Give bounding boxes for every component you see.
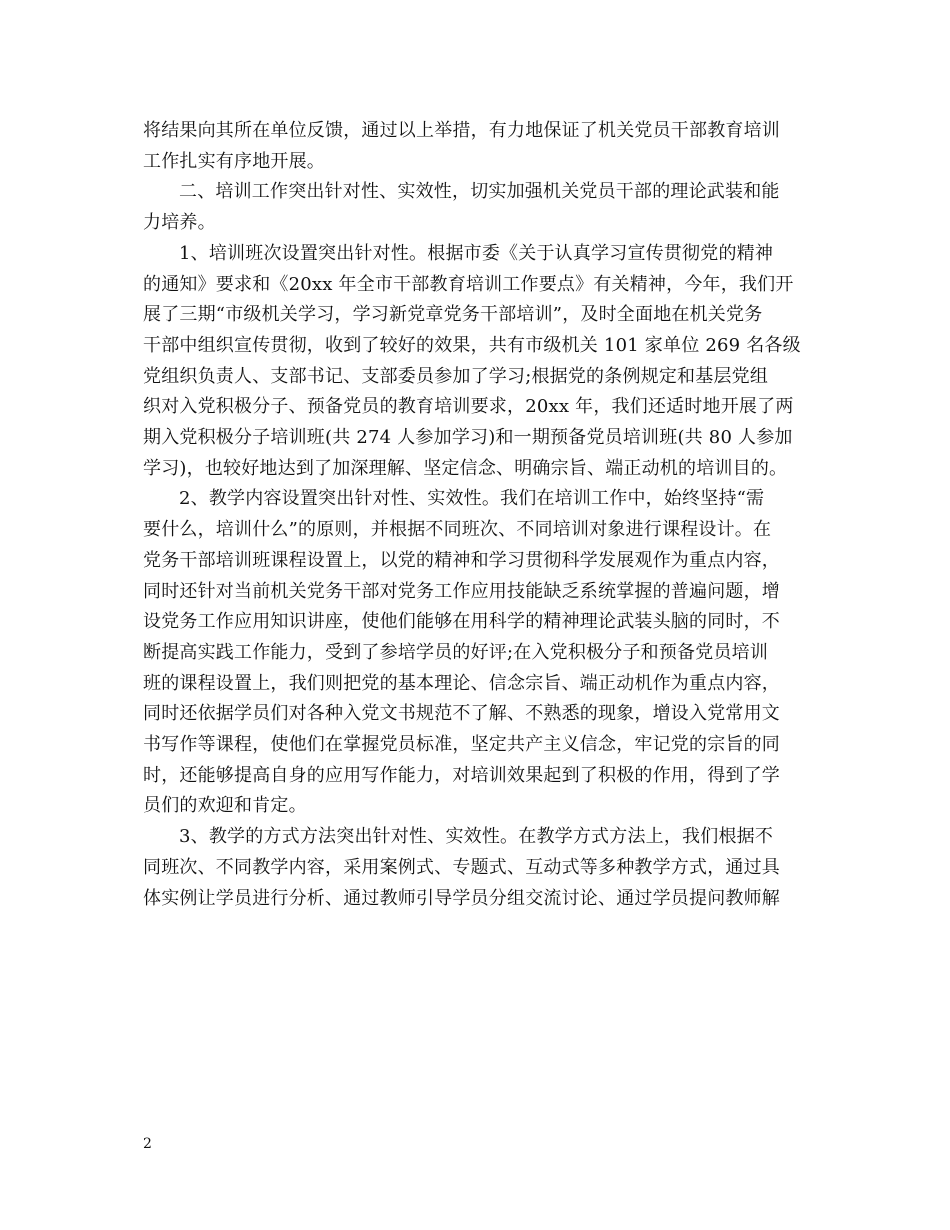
text-line: 干部中组织宣传贯彻，收到了较好的效果，共有市级机关 101 家单位 269 名各级 — [143, 334, 801, 356]
text-line: 设党务工作应用知识讲座，使他们能够在用科学的精神理论武装头脑的同时，不 — [143, 611, 780, 633]
text-line: 1、培训班次设置突出针对性。根据市委《关于认真学习宣传贯彻党的精神 — [179, 242, 774, 264]
text-line: 2、教学内容设置突出针对性、实效性。我们在培训工作中，始终坚持“需 — [179, 488, 765, 510]
text-line: 要什么，培训什么”的原则，并根据不同班次、不同培训对象进行课程设计。在 — [143, 519, 772, 541]
text-line: 断提高实践工作能力，受到了参培学员的好评;在入党积极分子和预备党员培训 — [143, 641, 769, 663]
text-line: 工作扎实有序地开展。 — [143, 150, 325, 172]
text-line: 力培养。 — [143, 212, 216, 234]
text-line: 同时还依据学员们对各种入党文书规范不了解、不熟悉的现象，增设入党常用文 — [143, 703, 780, 725]
text-line: 党组织负责人、支部书记、支部委员参加了学习;根据党的条例规定和基层党组 — [143, 365, 769, 387]
text-line: 党务干部培训班课程设置上，以党的精神和学习贯彻科学发展观作为重点内容， — [143, 549, 780, 571]
text-line: 书写作等课程，使他们在掌握党员标准，坚定共产主义信念，牢记党的宗旨的同 — [143, 734, 780, 756]
text-line: 将结果向其所在单位反馈，通过以上举措，有力地保证了机关党员干部教育培训 — [143, 120, 780, 141]
text-line: 期入党积极分子培训班(共 274 人参加学习)和一期预备党员培训班(共 80 人参加 — [143, 427, 793, 449]
text-lines — [143, 116, 809, 914]
text-line: 员们的欢迎和肯定。 — [143, 795, 307, 817]
text-line: 学习)，也较好地达到了加深理解、坚定信念、明确宗旨、端正动机的培训目的。 — [143, 457, 788, 479]
document-body — [143, 116, 809, 914]
page-number: 2 — [143, 1136, 152, 1152]
text-line: 织对入党积极分子、预备党员的教育培训要求，20xx 年，我们还适时地开展了两 — [143, 396, 794, 418]
text-line: 时，还能够提高自身的应用写作能力，对培训效果起到了积极的作用，得到了学 — [143, 764, 780, 786]
text-line: 的通知》要求和《20xx 年全市干部教育培训工作要点》有关精神，今年，我们开 — [143, 273, 794, 295]
text-line: 3、教学的方式方法突出针对性、实效性。在教学方式方法上，我们根据不 — [179, 826, 774, 848]
text-line: 体实例让学员进行分析、通过教师引导学员分组交流讨论、通过学员提问教师解 — [143, 887, 780, 909]
text-line: 展了三期“市级机关学习，学习新党章党务干部培训”，及时全面地在机关党务 — [143, 304, 763, 326]
text-line: 同时还针对当前机关党务干部对党务工作应用技能缺乏系统掌握的普遍问题，增 — [143, 580, 780, 602]
text-line: 同班次、不同教学内容，采用案例式、专题式、互动式等多种教学方式，通过具 — [143, 856, 780, 878]
text-line: 二、培训工作突出针对性、实效性，切实加强机关党员干部的理论武装和能 — [179, 181, 780, 203]
text-line: 班的课程设置上，我们则把党的基本理论、信念宗旨、端正动机作为重点内容， — [143, 672, 780, 694]
